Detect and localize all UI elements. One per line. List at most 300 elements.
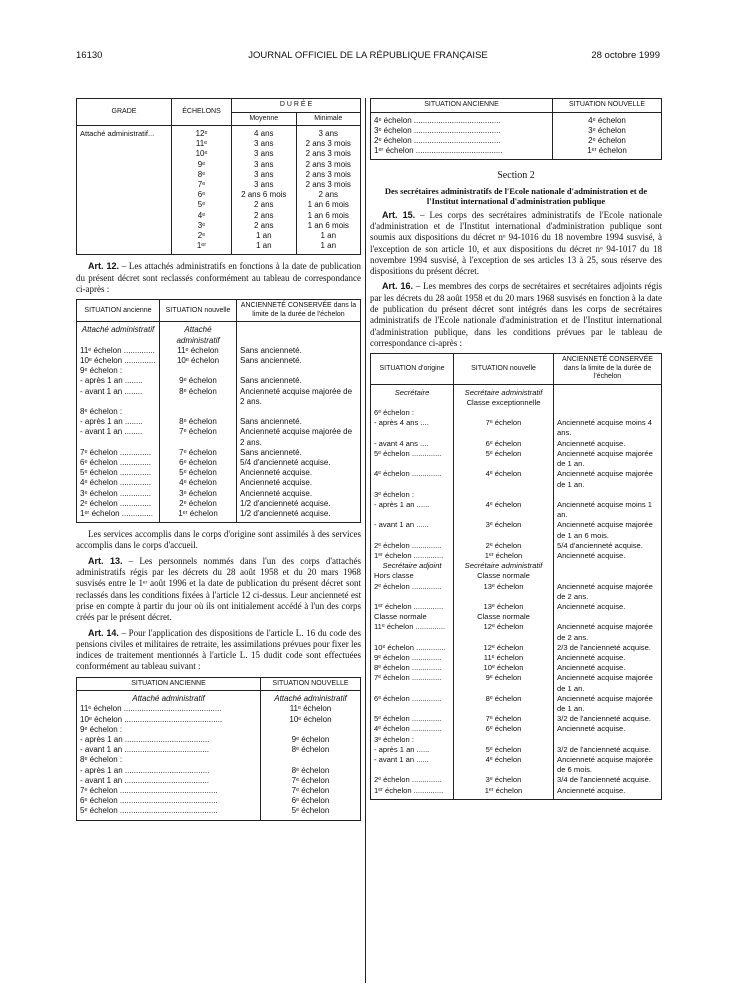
section-title: Des secrétaires administratifs de l'Ecole nationale d'administration et de l'Institut international d'administration publique (384, 185, 648, 206)
duree-value: 12ᵉ (195, 129, 208, 138)
table-row (371, 612, 662, 622)
table-cell: 5/4 d'ancienneté acquise. (237, 458, 361, 468)
table-cell: 8ᵉ échelon (160, 387, 237, 407)
col-situation-nouvelle: SITUATION NOUVELLE (553, 99, 662, 113)
right-column (370, 98, 662, 806)
table-row (77, 346, 361, 356)
table-cell: 7ᵉ échelon .............. (371, 673, 454, 693)
table-cell: 12ᵉ échelon (454, 643, 554, 653)
table-cell: 1ᵉʳ échelon ....................................... (371, 146, 553, 160)
table-cell: Sans ancienneté. (237, 448, 361, 458)
table-cell: 7ᵉ échelon (454, 714, 554, 724)
duree-value: 2 ans (253, 220, 274, 230)
table-cell: 1ᵉʳ échelon .............. (371, 551, 454, 561)
table-row (371, 663, 662, 673)
table-cell: Attaché administratif (77, 691, 261, 705)
table-cell: Hors classe (371, 571, 454, 581)
duree-value: 2 ans (253, 210, 274, 220)
table-cell: Secrétaire adjoint (371, 561, 454, 571)
duree-value: 3ᵉ (197, 220, 206, 230)
table-cell: 1ᵉʳ échelon .............. (371, 602, 454, 612)
table-cell: Sans ancienneté. (237, 356, 361, 366)
table-cell: Attaché administratif (160, 322, 237, 346)
table-row (77, 745, 361, 755)
duree-value: 1 an 6 mois (307, 200, 349, 210)
table-cell: Ancienneté acquise majorée de 1 an. (554, 694, 662, 714)
table-cell (454, 490, 554, 500)
table-row (77, 704, 361, 714)
table-row (371, 714, 662, 724)
duree-value: 3 ans (253, 149, 274, 159)
duree-value: 3 ans (318, 129, 339, 138)
table-row (371, 561, 662, 571)
table-cell (237, 407, 361, 417)
table-row (77, 366, 361, 376)
table-row (371, 469, 662, 489)
table-row (371, 755, 662, 775)
table-cell: 1ᵉʳ échelon (553, 146, 662, 160)
left-column (76, 98, 361, 827)
duree-value: 1 an 6 mois (307, 220, 349, 230)
table-cell (237, 322, 361, 346)
table-row (371, 551, 662, 561)
table-row (371, 571, 662, 581)
table-cell: 9ᵉ échelon (260, 735, 360, 745)
table-row (371, 643, 662, 653)
table-cell: Ancienneté acquise. (237, 478, 361, 488)
table-cell: Ancienneté acquise. (554, 663, 662, 673)
duree-value: 2 ans 3 mois (305, 169, 351, 179)
table-cell: 1/2 d'ancienneté acquise. (237, 499, 361, 509)
table-row (77, 376, 361, 386)
table-cell: 6ᵉ échelon (260, 796, 360, 806)
table-cell: 5ᵉ échelon ............................................ (77, 806, 261, 820)
duree-value: 2 ans 6 mois (241, 190, 287, 200)
table-cell: Sans ancienneté. (237, 346, 361, 356)
table-cell: 4ᵉ échelon ....................................... (371, 112, 553, 126)
duree-value: 1 an (255, 231, 272, 241)
table-cell: Ancienneté acquise. (554, 602, 662, 612)
table-cell: 2ᵉ échelon (454, 541, 554, 551)
table-cell: - après 1 an ........ (77, 417, 160, 427)
table-cell (260, 755, 360, 765)
table-cell: 6ᵉ échelon (454, 439, 554, 449)
article-text: – Pour l'application des dispositions de l'article L. 16 du code des pensions civiles et militaires de retraite, les assimilations prévues pour fixer les indices de traitement mentionnés à l'article L. 15 dudit code sont effectuées conformément au tableau suivant : (76, 627, 362, 672)
table-cell: 2ᵉ échelon (160, 499, 237, 509)
table-row (77, 458, 361, 468)
article-13 (76, 556, 361, 624)
table-cell (454, 735, 554, 745)
table-cell: 1ᵉʳ échelon (160, 509, 237, 523)
table-cell: 8ᵉ échelon (260, 745, 360, 755)
table-cell: Ancienneté acquise. (554, 786, 662, 800)
table-cell: Sans ancienneté. (237, 417, 361, 427)
table-cell: 5/4 d'ancienneté acquise. (554, 541, 662, 551)
section-label: Section 2 (497, 170, 535, 182)
table-cell: 10ᵉ échelon (454, 663, 554, 673)
table-row (77, 766, 361, 776)
table-row (371, 408, 662, 418)
table-cell: 4ᵉ échelon (454, 469, 554, 489)
table-row (371, 622, 662, 642)
table-row (371, 418, 662, 438)
table-row (77, 509, 361, 523)
duree-value: 2 ans 3 mois (305, 149, 351, 159)
table-cell: 9ᵉ échelon : (77, 725, 261, 735)
column-divider (365, 98, 366, 983)
grade-cell: Attaché administratif... (77, 126, 172, 255)
table-row (371, 582, 662, 602)
table-cell: 10ᵉ échelon .............. (371, 643, 454, 653)
duree-value: 6ᵉ (197, 190, 206, 200)
duree-value: 2 ans (318, 190, 339, 200)
table-cell: 6ᵉ échelon .............. (77, 458, 160, 468)
table-row (77, 806, 361, 820)
table-cell (160, 407, 237, 417)
journal-title: JOURNAL OFFICIEL DE LA RÉPUBLIQUE FRANÇAISE (248, 50, 488, 61)
table-row (77, 468, 361, 478)
article-text: – Les personnels nommés dans l'un des corps d'attachés administratifs régis par les décrets du 28 août 1958 et du 20 mars 1968 susvisés entre le 1ᵉʳ août 1996 et la date de publication du présent décret sont reclassés dans les conditions fixées à l'article 12 ci-dessus. Leur ancienneté est prise en compte à partir du jour où ils ont initialement accédé à l'un des corps créés par le présent décret. (76, 555, 361, 623)
table-cell: 11ᵉ échelon (260, 704, 360, 714)
table-cell: 1ᵉʳ échelon .............. (77, 509, 160, 523)
table-cell (260, 725, 360, 735)
col-moyenne: Moyenne (232, 112, 297, 126)
table-row (371, 136, 662, 146)
table-cell: 5ᵉ échelon (454, 745, 554, 755)
table-cell: 4ᵉ échelon (553, 112, 662, 126)
table-cell: 5ᵉ échelon .............. (371, 714, 454, 724)
table-cell (554, 571, 662, 581)
table-cell (160, 366, 237, 376)
table-row (371, 745, 662, 755)
duree-value: 1 an (320, 241, 337, 251)
table-cell (554, 561, 662, 571)
table-row (77, 407, 361, 417)
table-row (371, 694, 662, 714)
table-cell: Ancienneté acquise. (554, 653, 662, 663)
table-row (77, 448, 361, 458)
table-cell: - avant 1 an ...................................... (77, 776, 261, 786)
article-label: Art. 13. (88, 555, 123, 566)
table-cell: Secrétaire (371, 384, 454, 398)
table-row (77, 755, 361, 765)
table-cell: 4ᵉ échelon .............. (77, 478, 160, 488)
table-cell: 8ᵉ échelon : (77, 755, 261, 765)
table-cell: Ancienneté acquise majorée de 1 an 6 mois. (554, 520, 662, 540)
table-row (77, 776, 361, 786)
col-situation-nouvelle: SITUATION nouvelle (454, 354, 554, 385)
article-15 (370, 210, 662, 278)
table-cell: Ancienneté acquise. (237, 468, 361, 478)
table-cell: 3ᵉ échelon (553, 126, 662, 136)
moyenne-cell (232, 126, 297, 255)
table-cell: 11ᵉ échelon (160, 346, 237, 356)
table-row (77, 735, 361, 745)
table-cell: 3/2 de l'ancienneté acquise. (554, 745, 662, 755)
table-row (371, 126, 662, 136)
table-row (371, 673, 662, 693)
table-cell: - après 4 ans .... (371, 418, 454, 438)
table-cell: - après 1 an ...... (371, 500, 454, 520)
table-cell: 9ᵉ échelon (454, 673, 554, 693)
table-row (371, 449, 662, 469)
col-echelons: ÉCHELONS (172, 99, 232, 126)
col-situation-ancienne: SITUATION ANCIENNE (77, 677, 261, 691)
table-cell: Ancienneté acquise majorée de 1 an. (554, 673, 662, 693)
table-cell: Classe normale (454, 612, 554, 622)
duree-value: 2 ans 3 mois (305, 159, 351, 169)
table-cell: 1/2 d'ancienneté acquise. (237, 509, 361, 523)
page-number: 16130 (76, 50, 103, 61)
table-row (371, 786, 662, 800)
minimale-cell (296, 126, 361, 255)
table-row (77, 478, 361, 488)
table-cell: 2/3 de l'ancienneté acquise. (554, 643, 662, 653)
table-cell (554, 490, 662, 500)
table-cell: Ancienneté acquise majorée de 2 ans. (554, 582, 662, 602)
duree-value: 2 ans (253, 200, 274, 210)
table-row (371, 602, 662, 612)
table-cell: 10ᵉ échelon ............................................ (77, 715, 261, 725)
duree-value: 4 ans (253, 129, 274, 138)
article-text: – Les attachés administratifs en fonctions à la date de publication du présent décret sont reclassés conformément au tableau de correspondance ci-après : (76, 261, 361, 295)
table-row (371, 146, 662, 160)
table-cell: 2ᵉ échelon .............. (77, 499, 160, 509)
table-cell: - avant 4 ans .... (371, 439, 454, 449)
col-minimale: Minimale (296, 112, 361, 126)
table-cell: 10ᵉ échelon (260, 715, 360, 725)
table-cell: 5ᵉ échelon (160, 468, 237, 478)
table-cell: 8ᵉ échelon (160, 417, 237, 427)
col-situation-nouvelle: SITUATION nouvelle (160, 300, 237, 322)
table-cell: Ancienneté acquise majorée de 2 ans. (237, 427, 361, 447)
table-cell: 10ᵉ échelon .............. (77, 356, 160, 366)
table-cell: Ancienneté acquise majorée de 6 mois. (554, 755, 662, 775)
table-cell: 12ᵉ échelon (454, 622, 554, 642)
table-cell: 4ᵉ échelon (160, 478, 237, 488)
table-cell: Attaché administratif (260, 691, 360, 705)
services-paragraph: Les services accomplis dans le corps d'origine sont assimilés à des services accomplis dans le corps d'accueil. (76, 529, 361, 551)
table-row (371, 490, 662, 500)
duree-value: 5ᵉ (197, 200, 206, 210)
table-cell: - avant 1 an ...... (371, 755, 454, 775)
table-cell: 8ᵉ échelon : (77, 407, 160, 417)
table-cell (554, 408, 662, 418)
table-cell: Attaché administratif (77, 322, 160, 346)
table-cell: 7ᵉ échelon (160, 427, 237, 447)
page-header (76, 50, 660, 64)
table-cell: Ancienneté acquise majorée de 2 ans. (554, 622, 662, 642)
table-cell: Ancienneté acquise majorée de 1 an. (554, 449, 662, 469)
article-text: – Les membres des corps de secrétaires et secrétaires adjoints régis par les décrets du 28 août 1958 et du 20 mars 1968 susvisés en fonction à la date de publication du présent décret sont intégrés dans les corps de secrétaires administratifs de l'Ecole nationale d'administration et de l'Institut international d'administration publique, dans les conditions prévues par le tableau de correspondance ci-après : (370, 281, 662, 348)
table-cell: 9ᵉ échelon .............. (371, 653, 454, 663)
table-cell: Sans ancienneté. (237, 376, 361, 386)
col-anciennete: ANCIENNETÉ CONSERVÉE dans la limite de la durée de l'échelon (554, 354, 662, 385)
table-cell: - avant 1 an ...................................... (77, 745, 261, 755)
duree-value: 10ᵉ (195, 149, 208, 159)
table-cell: 3ᵉ échelon (454, 775, 554, 785)
duree-value: 11ᵉ (195, 139, 208, 149)
table-row (371, 384, 662, 398)
duree-table (76, 98, 361, 255)
table-cell: 11ᵉ échelon .............. (77, 346, 160, 356)
duree-value: 1ᵉʳ (196, 241, 207, 251)
table-row (371, 520, 662, 540)
correspondance-table-secretaires (370, 353, 662, 800)
table-cell: 6ᵉ échelon .............. (371, 694, 454, 714)
duree-value: 1 an 6 mois (307, 210, 349, 220)
table-cell: 7ᵉ échelon (260, 786, 360, 796)
table-cell: 11ᵉ échelon .............. (371, 622, 454, 642)
table-cell: 7ᵉ échelon (454, 418, 554, 438)
duree-value: 2 ans 3 mois (305, 180, 351, 190)
article-label: Art. 14. (88, 627, 119, 638)
table-row (77, 387, 361, 407)
duree-value: 4ᵉ (197, 210, 206, 220)
table-cell: Ancienneté acquise. (237, 489, 361, 499)
table-cell: 1ᵉʳ échelon (454, 551, 554, 561)
table-cell: 6ᵉ échelon : (371, 408, 454, 418)
duree-value: 2 ans 3 mois (305, 139, 351, 149)
table-row (77, 725, 361, 735)
table-row (77, 417, 361, 427)
table-row (77, 489, 361, 499)
table-cell: 6ᵉ échelon (160, 458, 237, 468)
table-cell: - après 1 an ........ (77, 376, 160, 386)
table-row (371, 653, 662, 663)
table-cell (554, 612, 662, 622)
table-cell: 2ᵉ échelon .............. (371, 582, 454, 602)
table-row (77, 427, 361, 447)
col-situation-ancienne: SITUATION ANCIENNE (371, 99, 553, 113)
article-label: Art. 12. (88, 261, 119, 272)
table-cell: 4ᵉ échelon .............. (371, 469, 454, 489)
table-row (371, 112, 662, 126)
table-cell: 3ᵉ échelon ....................................... (371, 126, 553, 136)
table-cell: 9ᵉ échelon : (77, 366, 160, 376)
table-row (371, 398, 662, 408)
table-row (77, 356, 361, 366)
duree-value: 7ᵉ (197, 180, 206, 190)
table-cell: 3/4 de l'ancienneté acquise. (554, 775, 662, 785)
table-cell (554, 384, 662, 398)
table-cell: 1ᵉʳ échelon .............. (371, 786, 454, 800)
table-row (371, 439, 662, 449)
article-text: – Les corps des secrétaires administratifs de l'Ecole nationale d'administration et de l'Institut international d'administration publique sont soumis aux dispositions du décret nᵒ 94-1016 du 18 novembre 1994 susvisé, à l'exception de son article 10, et aux dispositions du décret nᵒ 94-1017 du 18 novembre 1994 susvisé, à l'exception de ses articles 13 à 25, sous réserve des dispositions du présent décret. (370, 209, 662, 277)
table-cell: 10ᵉ échelon (160, 356, 237, 366)
correspondance-table-attaches (76, 299, 361, 523)
table-cell: - après 1 an ...................................... (77, 766, 261, 776)
echelons-cell (172, 126, 232, 255)
table-cell: 3ᵉ échelon .............. (77, 489, 160, 499)
table-cell: 4ᵉ échelon (454, 500, 554, 520)
table-row (77, 715, 361, 725)
table-cell: Ancienneté acquise majorée de 2 ans. (237, 387, 361, 407)
table-cell: 1ᵉʳ échelon (454, 786, 554, 800)
table-cell: Classe normale (454, 571, 554, 581)
table-cell (237, 366, 361, 376)
duree-value: 3 ans (253, 169, 274, 179)
table-cell: 3ᵉ échelon (454, 520, 554, 540)
table-cell: Ancienneté acquise moins 4 ans. (554, 418, 662, 438)
table-row (77, 499, 361, 509)
table-row (77, 691, 361, 705)
table-cell: 7ᵉ échelon (260, 776, 360, 786)
table-cell: 5ᵉ échelon (260, 806, 360, 820)
duree-value: 3 ans (253, 139, 274, 149)
table-cell: 11ᵉ échelon ............................................ (77, 704, 261, 714)
col-situation-ancienne: SITUATION ancienne (77, 300, 160, 322)
table-cell: 11ᵉ échelon (454, 653, 554, 663)
table-cell: 7ᵉ échelon ............................................ (77, 786, 261, 796)
article-12 (76, 261, 361, 295)
table-row (371, 500, 662, 520)
table-cell: 13ᵉ échelon (454, 602, 554, 612)
table-row (371, 735, 662, 745)
table-cell: 7ᵉ échelon (160, 448, 237, 458)
table-cell (454, 408, 554, 418)
duree-value: 3 ans (253, 180, 274, 190)
col-situation-origine: SITUATION d'origine (371, 354, 454, 385)
table-cell (554, 398, 662, 408)
table-row (77, 322, 361, 346)
table-cell: - après 1 an ...................................... (77, 735, 261, 745)
table-cell: Secrétaire administratif (454, 561, 554, 571)
issue-date: 28 octobre 1999 (591, 50, 660, 61)
table-cell: 3/2 de l'ancienneté acquise. (554, 714, 662, 724)
duree-value: 3 ans (253, 159, 274, 169)
table-cell: 3ᵉ échelon (160, 489, 237, 499)
col-duree: D U R É E (232, 99, 361, 113)
table-cell: Classe exceptionnelle (454, 398, 554, 408)
duree-value: 2ᵉ (197, 231, 206, 241)
table-cell: - avant 1 an ........ (77, 427, 160, 447)
table-row (77, 796, 361, 806)
table-cell: Classe normale (371, 612, 454, 622)
table-cell: 5ᵉ échelon .............. (77, 468, 160, 478)
table-row (77, 126, 361, 255)
article-14 (76, 628, 361, 673)
table-cell: - après 1 an ...... (371, 745, 454, 755)
table-cell: 2ᵉ échelon .............. (371, 541, 454, 551)
col-situation-nouvelle: SITUATION NOUVELLE (260, 677, 360, 691)
table-cell (371, 398, 454, 408)
table-cell: 3ᵉ échelon : (371, 735, 454, 745)
table-cell: Ancienneté acquise. (554, 439, 662, 449)
pension-table-left (76, 677, 361, 821)
table-cell: 2ᵉ échelon .............. (371, 775, 454, 785)
table-row (77, 786, 361, 796)
col-anciennete: ANCIENNETÉ CONSERVÉE dans la limite de la durée de l'échelon (237, 300, 361, 322)
table-cell: - avant 1 an ...... (371, 520, 454, 540)
table-cell: 4ᵉ échelon (454, 755, 554, 775)
table-cell: 8ᵉ échelon .............. (371, 663, 454, 673)
table-cell: Ancienneté acquise majorée de 1 an. (554, 469, 662, 489)
table-cell: 9ᵉ échelon (160, 376, 237, 386)
table-cell: 8ᵉ échelon (454, 694, 554, 714)
table-cell (554, 735, 662, 745)
table-cell: 2ᵉ échelon ....................................... (371, 136, 553, 146)
article-16 (370, 281, 662, 349)
table-cell: 3ᵉ échelon : (371, 490, 454, 500)
table-row (371, 541, 662, 551)
duree-value: 1 an (255, 241, 272, 251)
table-cell: Ancienneté acquise moins 1 an. (554, 500, 662, 520)
table-cell: 7ᵉ échelon .............. (77, 448, 160, 458)
article-label: Art. 15. (382, 209, 416, 220)
article-label: Art. 16. (382, 281, 413, 292)
col-grade: GRADE (77, 99, 172, 126)
